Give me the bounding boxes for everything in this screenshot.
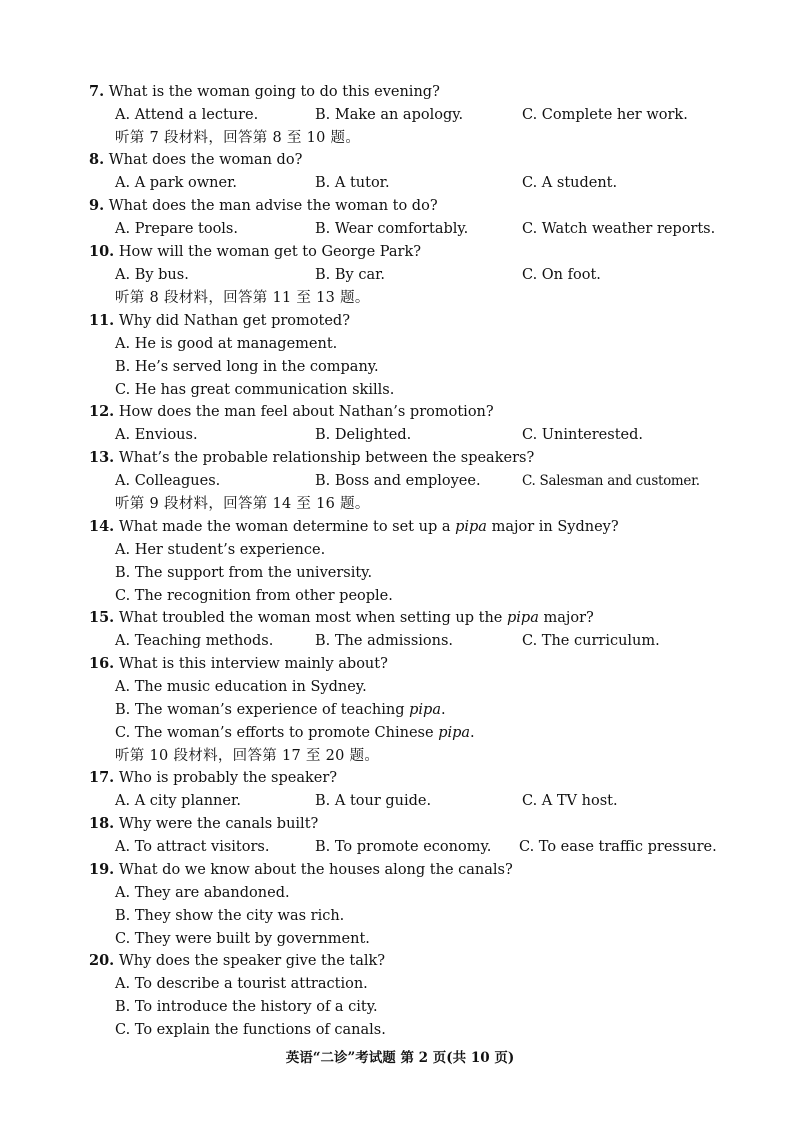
- option-c: C. Complete her work.: [522, 107, 688, 123]
- option-b: B. The admissions.: [315, 633, 454, 649]
- question-16-option-b: B. The woman’s experience of teaching pipa.: [115, 702, 446, 718]
- question-15-stem: 15. What troubled the woman most when setting up the pipa major?: [89, 609, 594, 626]
- section-instruction-9: 听第 9 段材料，回答第 14 至 16 题。: [115, 496, 370, 512]
- option-c: C. Uninterested.: [522, 427, 643, 443]
- option-b: B. A tutor.: [315, 175, 390, 191]
- option-b: B. By car.: [315, 267, 386, 283]
- option-c: C. The curriculum.: [522, 633, 660, 649]
- question-10-options: [115, 264, 795, 286]
- option-c: C. A TV host.: [522, 793, 618, 809]
- option-a: A. A park owner.: [115, 175, 238, 191]
- option-b: B. Delighted.: [315, 427, 412, 443]
- question-20-option-c: C. To explain the functions of canals.: [115, 1022, 386, 1038]
- question-12-options: [115, 424, 795, 446]
- option-a: A. Colleagues.: [115, 473, 221, 489]
- option-c: C. Salesman and customer.: [522, 473, 700, 489]
- question-19-option-b: B. They show the city was rich.: [115, 908, 345, 924]
- option-c: C. On foot.: [522, 267, 601, 283]
- question-20-option-b: B. To introduce the history of a city.: [115, 999, 378, 1015]
- page-footer: 英语“二诊”考试题 第 2 页(共 10 页): [285, 1050, 515, 1066]
- question-8-stem: 8. What does the woman do?: [89, 151, 303, 168]
- section-instruction-10: 听第 10 段材料，回答第 17 至 20 题。: [115, 748, 380, 764]
- question-19-option-c: C. They were built by government.: [115, 931, 370, 947]
- section-instruction-8: 听第 8 段材料，回答第 11 至 13 题。: [115, 290, 370, 306]
- option-a: A. To attract visitors.: [115, 839, 270, 855]
- question-9-stem: 9. What does the man advise the woman to do?: [89, 197, 438, 214]
- question-11-option-c: C. He has great communication skills.: [115, 382, 395, 398]
- question-17-stem: 17. Who is probably the speaker?: [89, 769, 338, 786]
- question-10-stem: 10. How will the woman get to George Park?: [89, 243, 422, 260]
- question-13-stem: 13. What’s the probable relationship between the speakers?: [89, 449, 535, 466]
- question-11-option-a: A. He is good at management.: [115, 336, 338, 352]
- option-a: A. By bus.: [115, 267, 189, 283]
- option-b: B. To promote economy.: [315, 839, 492, 855]
- option-a: A. Teaching methods.: [115, 633, 274, 649]
- question-11-stem: 11. Why did Nathan get promoted?: [89, 312, 350, 329]
- option-c: C. A student.: [522, 175, 618, 191]
- question-20-option-a: A. To describe a tourist attraction.: [115, 976, 368, 992]
- question-18-options: [115, 836, 795, 858]
- option-c: C. Watch weather reports.: [522, 221, 716, 237]
- question-19-stem: 19. What do we know about the houses along the canals?: [89, 861, 513, 878]
- option-c: C. To ease traffic pressure.: [519, 839, 717, 855]
- question-17-options: [115, 790, 795, 812]
- option-b: B. Make an apology.: [315, 107, 464, 123]
- question-14-option-b: B. The support from the university.: [115, 565, 373, 581]
- section-instruction-7: 听第 7 段材料，回答第 8 至 10 题。: [115, 130, 361, 146]
- question-13-options: [115, 470, 795, 492]
- option-a: A. A city planner.: [115, 793, 241, 809]
- question-16-stem: 16. What is this interview mainly about?: [89, 655, 388, 672]
- question-11-option-b: B. He’s served long in the company.: [115, 359, 379, 375]
- question-19-option-a: A. They are abandoned.: [115, 885, 290, 901]
- option-b: B. A tour guide.: [315, 793, 432, 809]
- question-16-option-a: A. The music education in Sydney.: [115, 679, 367, 695]
- option-a: A. Attend a lecture.: [115, 107, 259, 123]
- option-b: B. Boss and employee.: [315, 473, 481, 489]
- question-14-option-c: C. The recognition from other people.: [115, 588, 393, 604]
- question-14-option-a: A. Her student’s experience.: [115, 542, 326, 558]
- question-15-options: [115, 630, 795, 652]
- option-b: B. Wear comfortably.: [315, 221, 469, 237]
- question-9-options: [115, 218, 795, 240]
- question-8-options: [115, 172, 795, 194]
- question-7-stem: 7. What is the woman going to do this evening?: [89, 83, 440, 100]
- question-20-stem: 20. Why does the speaker give the talk?: [89, 952, 386, 969]
- question-12-stem: 12. How does the man feel about Nathan’s promotion?: [89, 403, 494, 420]
- option-a: A. Envious.: [115, 427, 198, 443]
- option-a: A. Prepare tools.: [115, 221, 238, 237]
- question-14-stem: 14. What made the woman determine to set up a pipa major in Sydney?: [89, 518, 619, 535]
- question-7-options: [115, 104, 795, 126]
- question-18-stem: 18. Why were the canals built?: [89, 815, 319, 832]
- question-16-option-c: C. The woman’s efforts to promote Chinese pipa.: [115, 725, 475, 741]
